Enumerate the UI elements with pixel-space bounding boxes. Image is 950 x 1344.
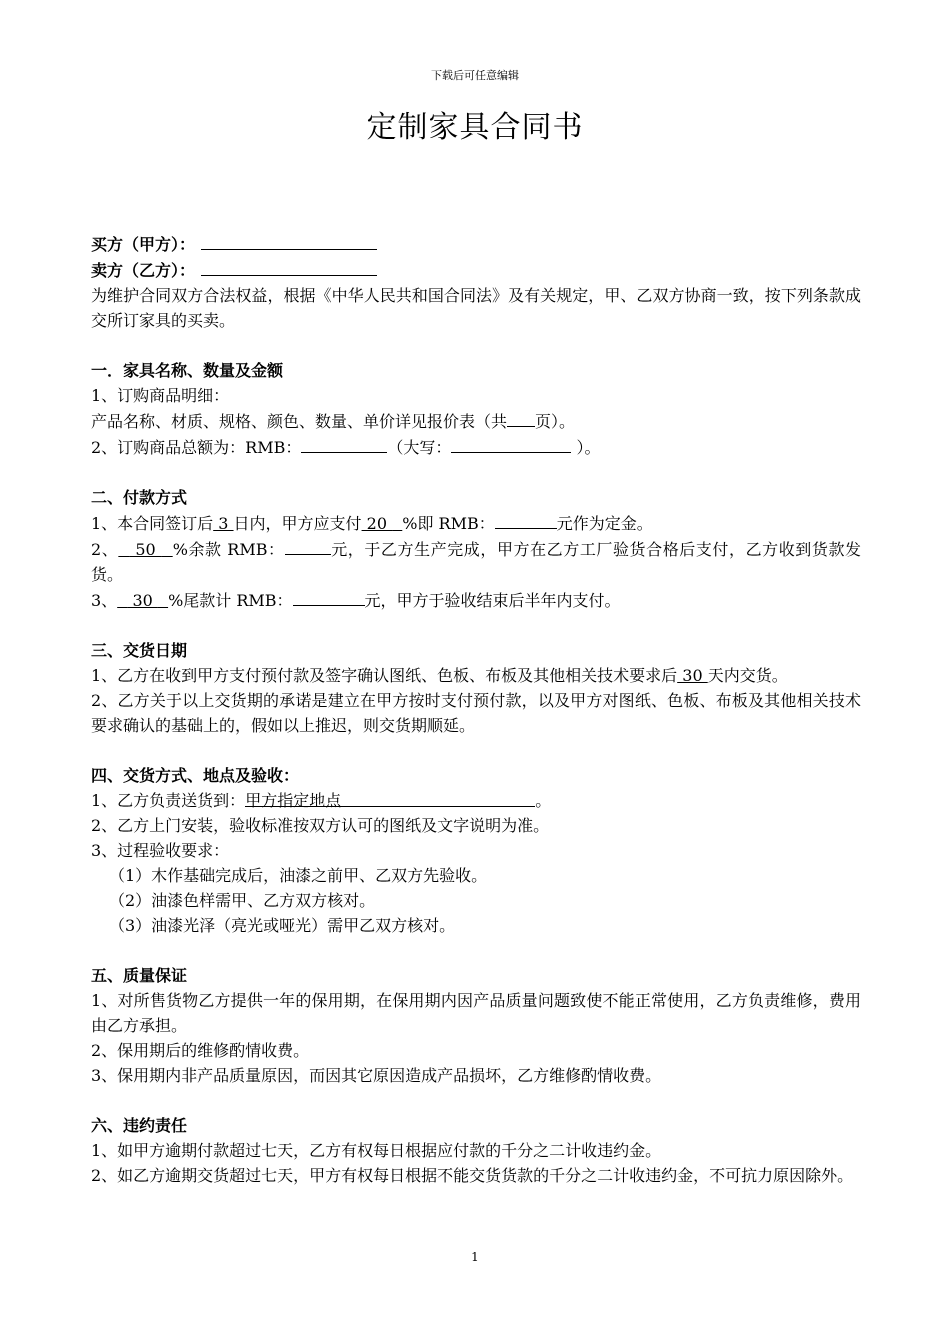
s4-l1-text-a: 1、乙方负责送货到： — [91, 791, 246, 810]
section-1-heading: 一．家具名称、数量及金额 — [91, 361, 284, 380]
section-6-heading: 六、违约责任 — [91, 1116, 188, 1135]
s2-l1-text-b: 日内，甲方应支付 — [233, 514, 362, 533]
s1-line-2 — [91, 408, 861, 434]
buyer-line — [91, 231, 861, 257]
s1-line-3 — [91, 434, 861, 460]
s4-line-6: （3）油漆光泽（亮光或哑光）需甲乙双方核对。 — [109, 916, 456, 935]
document-body — [91, 231, 861, 1188]
s4-line-1 — [91, 788, 861, 813]
s2-l3-text-a: 3、 — [91, 591, 118, 610]
s2-l1-text-c: %即 RMB： — [402, 514, 495, 533]
delivery-days-value: 30 — [677, 666, 708, 685]
s2-l2-text-c: 元，于乙方生产完成，甲方在乙方工厂验货合格后支付，乙方收到货款发货。 — [91, 540, 862, 584]
s2-l1-text-d: 元作为定金。 — [556, 514, 653, 533]
s2-l3-text-b: %尾款计 RMB： — [168, 591, 293, 610]
seller-line — [91, 257, 861, 283]
section-2-heading: 二、付款方式 — [91, 488, 188, 507]
delivery-place-value: 甲方指定地点 — [245, 791, 342, 810]
s2-l2-text-b: %余款 RMB： — [172, 540, 285, 559]
deposit-days-value: 3 — [213, 514, 234, 533]
balance-percent-value: 50 — [129, 540, 162, 559]
s1-total-label: 2、订购商品总额为：RMB： — [91, 438, 302, 457]
s1-uppercase-label: （大写： — [387, 438, 452, 457]
final-percent-value: 30 — [127, 591, 158, 610]
s3-line-1 — [91, 663, 861, 688]
section-3-heading: 三、交货日期 — [91, 641, 188, 660]
s1-line-2-text: 产品名称、材质、规格、颜色、数量、单价详见报价表（共 — [91, 412, 508, 431]
seller-label: 卖方（乙方）： — [91, 261, 196, 280]
delivery-place-field — [245, 788, 535, 810]
s3-l1-text-a: 1、乙方在收到甲方支付预付款及签字确认图纸、色板、布板及其他相关技术要求后 — [91, 666, 678, 685]
s3-l1-text-b: 天内交货。 — [707, 666, 788, 685]
s4-l1-text-b: 。 — [535, 791, 552, 810]
buyer-label: 买方（甲方）： — [91, 235, 196, 254]
s1-line-2-end: 页）。 — [535, 412, 576, 431]
s5-line-3: 3、保用期内非产品质量原因，而因其它原因造成产品损坏，乙方维修酌情收费。 — [91, 1066, 662, 1085]
s2-l3-text-c: 元，甲方于验收结束后半年内支付。 — [364, 591, 621, 610]
section-5-heading: 五、质量保证 — [91, 966, 188, 985]
section-4-heading: 四、交货方式、地点及验收： — [91, 766, 300, 785]
s2-line-1 — [91, 510, 861, 536]
deposit-amount-blank — [495, 510, 557, 529]
s5-line-1: 1、对所售货物乙方提供一年的保用期，在保用期内因产品质量问题致使不能正常使用，乙方负责维修，费用由乙方承担。 — [91, 991, 861, 1035]
intro-paragraph: 为维护合同双方合法权益，根据《中华人民共和国合同法》及有关规定，甲、乙双方协商一致，按下列条款成交所订家具的买卖。 — [91, 286, 861, 330]
s4-line-2: 2、乙方上门安装，验收标准按双方认可的图纸及文字说明为准。 — [91, 816, 550, 835]
buyer-blank — [201, 231, 377, 250]
s4-line-4: （1）木作基础完成后，油漆之前甲、乙双方先验收。 — [109, 866, 488, 885]
page-number: 1 — [471, 1250, 479, 1264]
s6-line-1: 1、如甲方逾期付款超过七天，乙方有权每日根据应付款的千分之二计收违约金。 — [91, 1141, 662, 1160]
s3-line-2: 2、乙方关于以上交货期的承诺是建立在甲方按时支付预付款，以及甲方对图纸、色板、布板及其他相关技术要求确认的基础上的，假如以上推迟，则交货期顺延。 — [91, 691, 861, 735]
s2-l2-text-a: 2、 — [91, 540, 119, 559]
seller-blank — [201, 257, 377, 276]
deposit-percent-value: 20 — [361, 514, 393, 533]
uppercase-amount-blank — [451, 434, 571, 453]
s2-line-2 — [91, 536, 861, 587]
s1-line-1: 1、订购商品明细： — [91, 386, 230, 405]
final-amount-blank — [293, 587, 365, 606]
page-count-blank — [507, 408, 535, 427]
document-title: 定制家具合同书 — [366, 110, 584, 145]
s6-line-2: 2、如乙方逾期交货超过七天，甲方有权每日根据不能交货货款的千分之二计收违约金，不可抗力原因除外。 — [91, 1166, 854, 1185]
s2-l1-text-a: 1、本合同签订后 — [91, 514, 214, 533]
s4-line-3: 3、过程验收要求： — [91, 841, 230, 860]
s4-line-5: （2）油漆色样需甲、乙方双方核对。 — [109, 891, 376, 910]
s2-line-3 — [91, 587, 861, 613]
total-amount-blank — [301, 434, 387, 453]
balance-amount-blank — [285, 536, 331, 555]
s5-line-2: 2、保用期后的维修酌情收费。 — [91, 1041, 310, 1060]
header-note: 下载后可任意编辑 — [431, 69, 519, 82]
s1-line-3-end: ）。 — [571, 438, 601, 457]
